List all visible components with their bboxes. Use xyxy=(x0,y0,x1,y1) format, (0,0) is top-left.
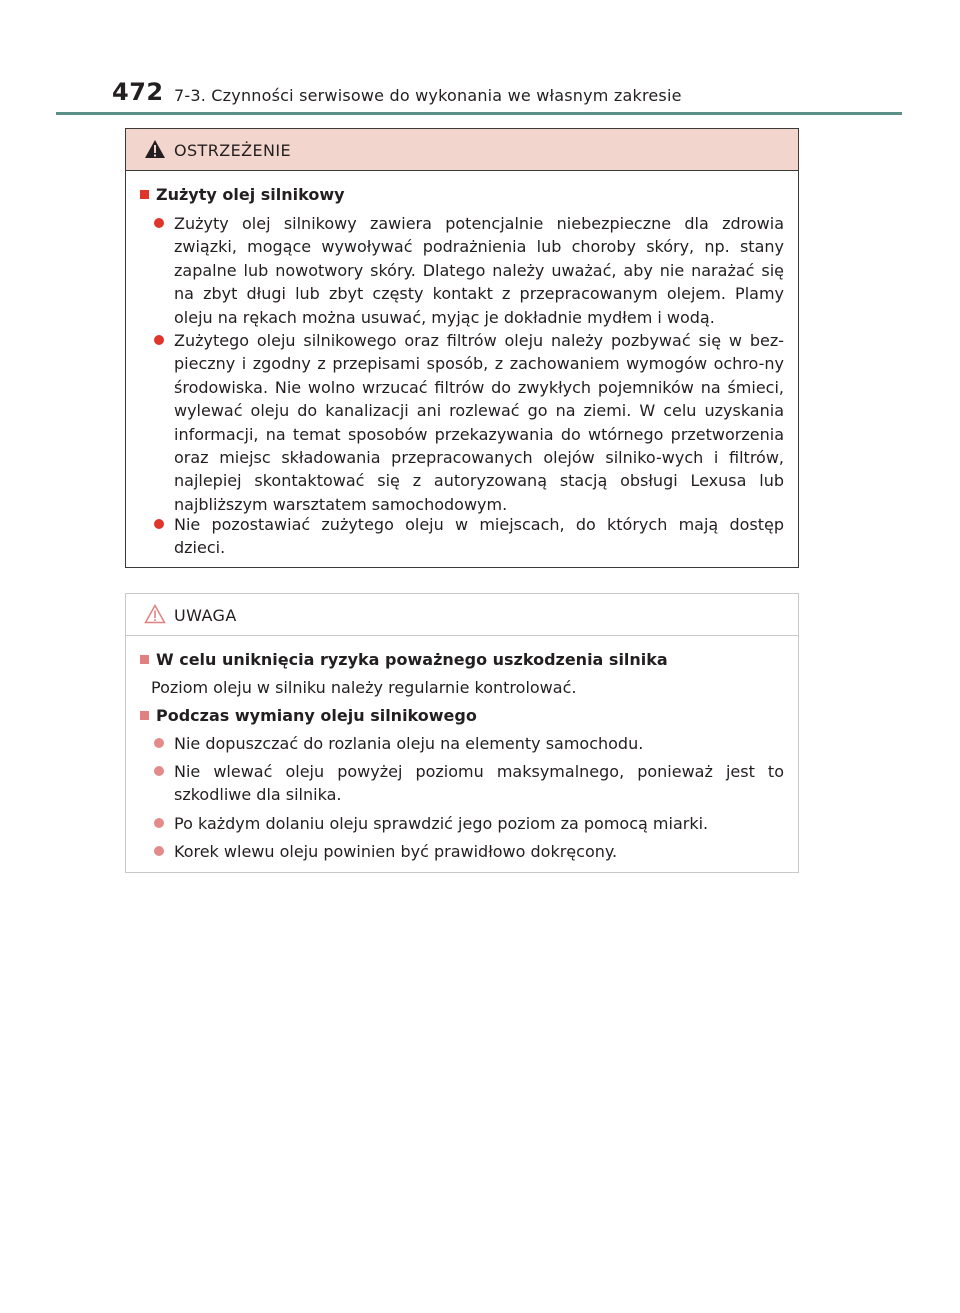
section-heading-text: W celu uniknięcia ryzyka poważnego uszkodzenia silnika xyxy=(156,650,668,669)
square-bullet-icon xyxy=(140,711,149,720)
page-number: 472 xyxy=(112,78,164,106)
list-item xyxy=(154,329,784,516)
warning-triangle-filled-icon xyxy=(144,139,166,159)
list-item xyxy=(154,812,784,835)
round-bullet-icon xyxy=(154,519,164,529)
round-bullet-icon xyxy=(154,738,164,748)
section-heading xyxy=(140,185,345,204)
list-item xyxy=(154,732,784,755)
list-item-text: Zużyty olej silnikowy zawiera potencjalnie niebezpieczne dla zdrowia związki, mogące wywoływać podrażnienia lub choroby skóry, np. stany zapalne lub nowotwory skóry. Dlatego należy uważać, aby nie narażać się na zbyt długi lub zbyt częsty kontakt z przepracowanym olejem. Plamy oleju na rękach można usuwać, myjąc je dokładnie mydłem i wodą. xyxy=(174,214,784,327)
section-heading xyxy=(140,650,668,669)
page-header xyxy=(0,0,960,116)
warning-triangle-outline-icon xyxy=(144,604,166,624)
round-bullet-icon xyxy=(154,818,164,828)
list-item-text: Nie pozostawiać zużytego oleju w miejscach, do których mają dostęp dzieci. xyxy=(174,515,784,558)
header-rule xyxy=(56,112,902,115)
list-item-text: Zużytego oleju silnikowego oraz filtrów oleju należy pozbywać się w bez-pieczny i zgodny z przepisami sposób, z zachowaniem wymogów ochro-ny środowiska. Nie wolno wrzucać filtrów do zwykłych pojemników na śmieci, wylewać oleju do kanalizacji ani rozlewać go na ziemi. W celu uzyskania informacji, na temat sposobów przekazywania do wtórnego przetworzenia oraz miejsc składowania przepracowanych olejów silniko-wych i filtrów, najlepiej skontaktować się z autoryzowaną stacją obsługi Lexusa lub najbliższym warsztatem samochodowym. xyxy=(174,331,784,514)
round-bullet-icon xyxy=(154,846,164,856)
notice-box-title: UWAGA xyxy=(174,606,237,625)
round-bullet-icon xyxy=(154,335,164,345)
square-bullet-icon xyxy=(140,655,149,664)
chapter-title: 7-3. Czynności serwisowe do wykonania we własnym zakresie xyxy=(174,86,682,105)
list-item xyxy=(154,840,784,863)
list-item xyxy=(154,760,784,807)
notice-box-header xyxy=(126,594,798,636)
list-item-text: Nie dopuszczać do rozlania oleju na elementy samochodu. xyxy=(174,734,644,753)
list-item-text: Po każdym dolaniu oleju sprawdzić jego poziom za pomocą miarki. xyxy=(174,814,709,833)
section-heading-text: Zużyty olej silnikowy xyxy=(156,185,345,204)
section-heading xyxy=(140,706,477,725)
square-bullet-icon xyxy=(140,190,149,199)
round-bullet-icon xyxy=(154,218,164,228)
round-bullet-icon xyxy=(154,766,164,776)
list-item-text: Nie wlewać oleju powyżej poziomu maksymalnego, ponieważ jest to szkodliwe dla silnika. xyxy=(174,762,784,805)
warning-box-header xyxy=(126,129,798,171)
section-text: Poziom oleju w silniku należy regularnie kontrolować. xyxy=(151,678,577,697)
warning-box-title: OSTRZEŻENIE xyxy=(174,141,291,160)
list-item-text: Korek wlewu oleju powinien być prawidłowo dokręcony. xyxy=(174,842,618,861)
section-heading-text: Podczas wymiany oleju silnikowego xyxy=(156,706,477,725)
notice-box xyxy=(125,593,799,873)
warning-box xyxy=(125,128,799,568)
list-item xyxy=(154,212,784,329)
list-item xyxy=(154,513,784,560)
